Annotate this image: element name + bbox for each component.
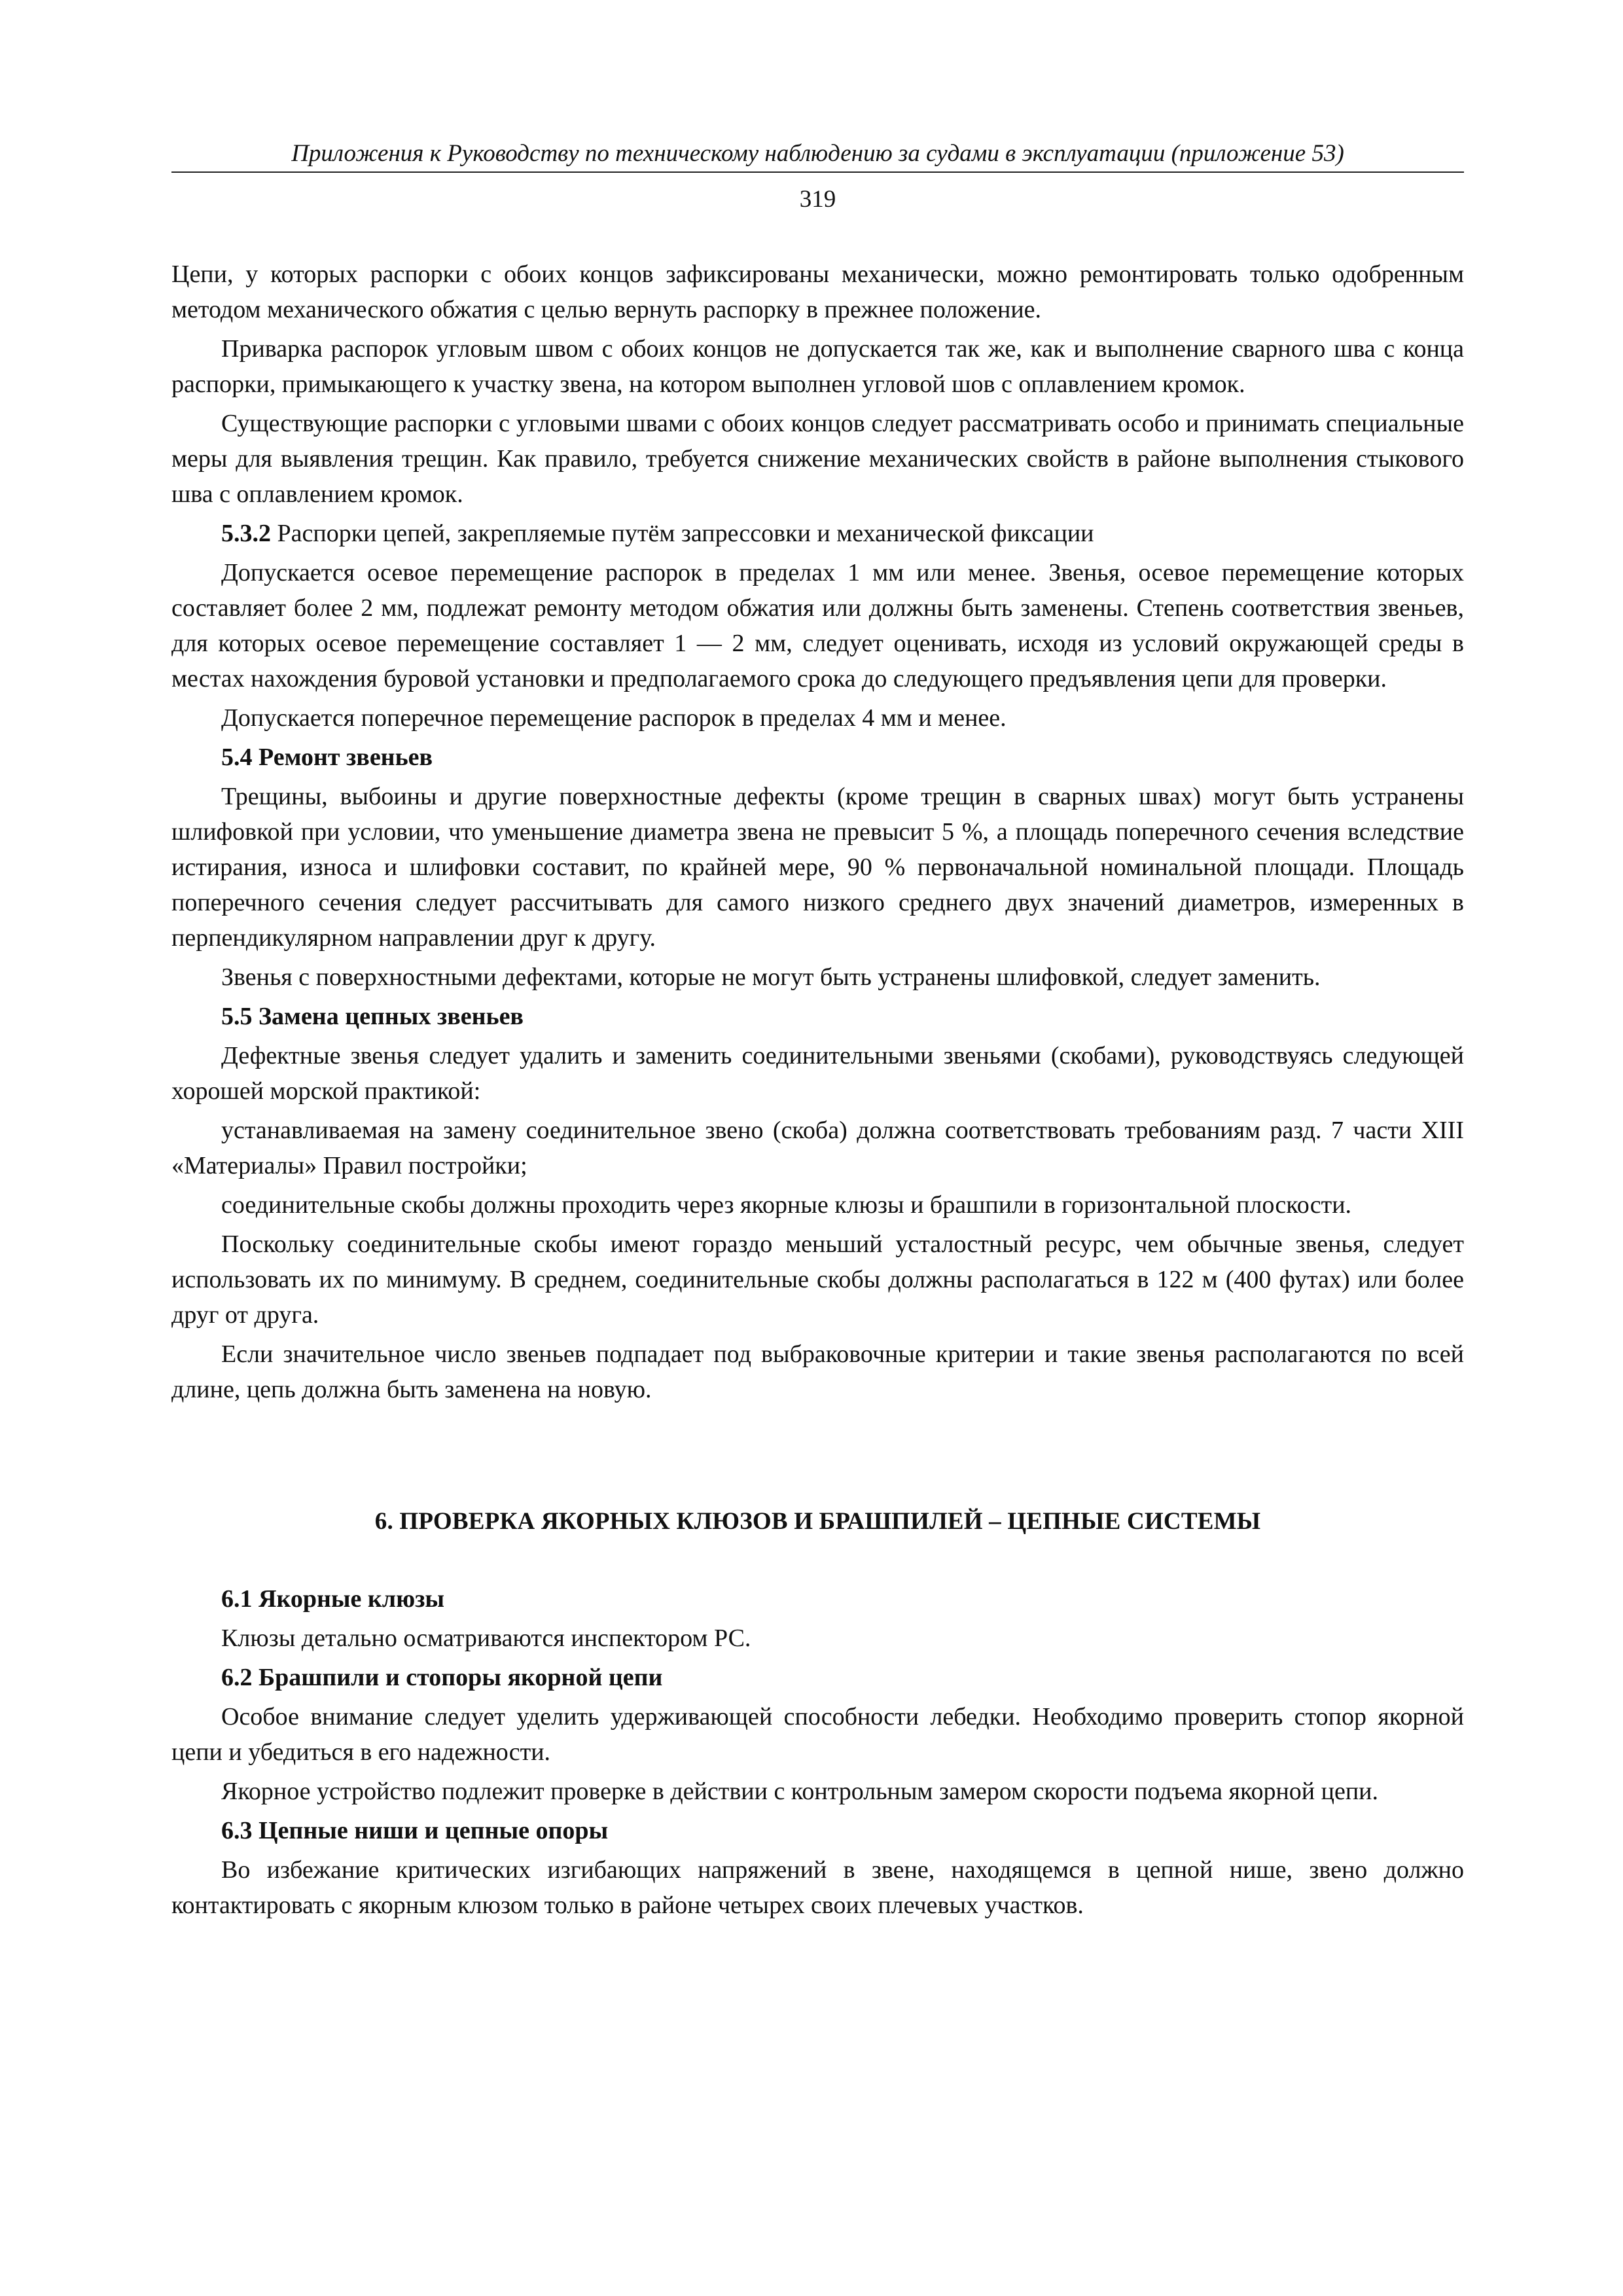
paragraph: Если значительное число звеньев подпадает под выбраковочные критерии и такие звенья располагаются по всей длине, цепь должна быть заменена на новую.	[171, 1340, 1464, 1403]
paragraph: соединительные скобы должны проходить через якорные клюзы и брашпили в горизонтальной плоскости.	[221, 1191, 1352, 1219]
running-header: Приложения к Руководству по техническому наблюдению за судами в эксплуатации (приложение 53)	[171, 139, 1464, 173]
subsection-title: Распорки цепей, закрепляемые путём запрессовки и механической фиксации	[277, 520, 1094, 547]
paragraph: Существующие распорки с угловыми швами с обоих концов следует рассматривать особо и принимать специальные меры для выявления трещин. Как правило, требуется снижение механических свойств в районе выполнения стыкового шва с оплавлением кромок.	[171, 410, 1464, 508]
paragraph: устанавливаемая на замену соединительное звено (скоба) должна соответствовать требованиям разд. 7 части XIII «Материалы» Правил постройки;	[171, 1117, 1464, 1179]
paragraph: Клюзы детально осматриваются инспектором РС.	[221, 1624, 751, 1652]
page-number: 319	[799, 186, 836, 213]
subsection-heading-5-4: 5.4 Ремонт звеньев	[221, 744, 433, 771]
section-title-6: 6. ПРОВЕРКА ЯКОРНЫХ КЛЮЗОВ И БРАШПИЛЕЙ – ЦЕПНЫЕ СИСТЕМЫ	[374, 1508, 1261, 1535]
paragraph: Якорное устройство подлежит проверке в действии с контрольным замером скорости подъема якорной цепи.	[221, 1778, 1379, 1805]
page-body	[171, 257, 1464, 1927]
subsection-heading-6-3: 6.3 Цепные ниши и цепные опоры	[221, 1817, 609, 1844]
paragraph: Во избежание критических изгибающих напряжений в звене, находящемся в цепной нише, звено должно контактировать с якорным клюзом только в районе четырех своих плечевых участков.	[171, 1856, 1464, 1919]
paragraph: Дефектные звенья следует удалить и заменить соединительными звеньями (скобами), руководствуясь следующей хорошей морской практикой:	[171, 1042, 1464, 1105]
paragraph: Трещины, выбоины и другие поверхностные дефекты (кроме трещин в сварных швах) могут быть устранены шлифовкой при условии, что уменьшение диаметра звена не превысит 5 %, а площадь поперечного сечения вследствие истирания, износа и шлифовки составит, по крайней мере, 90 % первоначальной номинальной площади. Площадь поперечного сечения следует рассчитывать для самого низкого среднего двух значений диаметров, измеренных в перпендикулярном направлении друг к другу.	[171, 783, 1464, 952]
paragraph: Особое внимание следует уделить удерживающей способности лебедки. Необходимо проверить стопор якорной цепи и убедиться в его надежности.	[171, 1703, 1464, 1766]
paragraph: Цепи, у которых распорки с обоих концов зафиксированы механически, можно ремонтировать только одобренным методом механического обжатия с целью вернуть распорку в прежнее положение.	[171, 260, 1464, 323]
paragraph: Приварка распорок угловым швом с обоих концов не допускается так же, как и выполнение сварного шва с конца распорки, примыкающего к участку звена, на котором выполнен угловой шов с оплавлением кромок.	[171, 335, 1464, 398]
paragraph: Звенья с поверхностными дефектами, которые не могут быть устранены шлифовкой, следует заменить.	[221, 963, 1321, 991]
subsection-heading-5-5: 5.5 Замена цепных звеньев	[221, 1003, 524, 1030]
paragraph: Допускается осевое перемещение распорок в пределах 1 мм или менее. Звенья, осевое перемещение которых составляет более 2 мм, подлежат ремонту методом обжатия или должны быть заменены. Степень соответствия звеньев, для которых осевое перемещение составляет 1 — 2 мм, следует оценивать, исходя из условий окружающей среды в местах нахождения буровой установки и предполагаемого срока до следующего предъявления цепи для проверки.	[171, 559, 1464, 692]
subsection-heading-6-1: 6.1 Якорные клюзы	[221, 1585, 445, 1613]
paragraph: Поскольку соединительные скобы имеют гораздо меньший усталостный ресурс, чем обычные звенья, следует использовать их по минимуму. В среднем, соединительные скобы должны располагаться в 122 м (400 футах) или более друг от друга.	[171, 1230, 1464, 1329]
subsection-heading-6-2: 6.2 Брашпили и стопоры якорной цепи	[221, 1664, 663, 1691]
subsection-heading-5-3-2	[171, 516, 1464, 551]
paragraph: Допускается поперечное перемещение распорок в пределах 4 мм и менее.	[221, 704, 1007, 732]
subsection-number: 5.3.2	[221, 520, 271, 547]
